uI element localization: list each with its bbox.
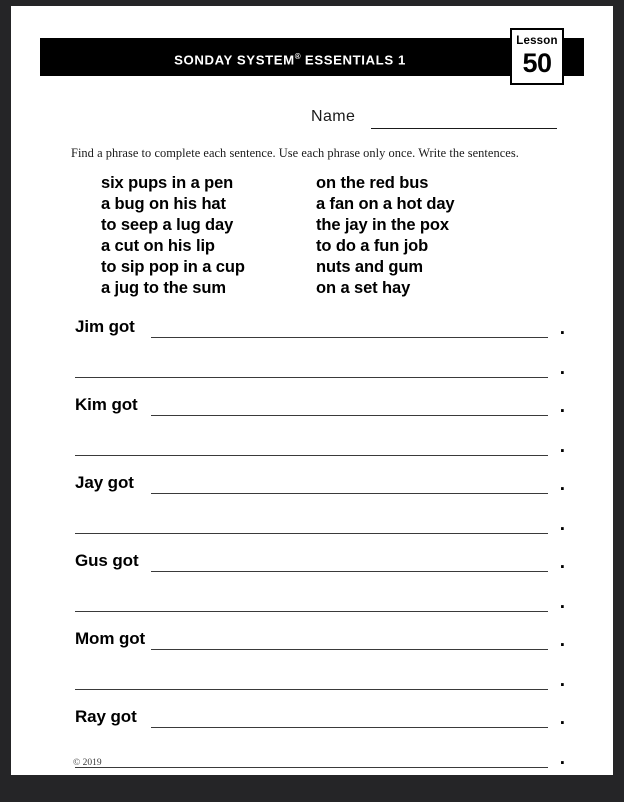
phrase-item: nuts and gum xyxy=(316,258,423,276)
name-input-line[interactable] xyxy=(371,128,557,129)
answer-line-continuation[interactable] xyxy=(75,533,548,534)
sentence-prompt-label: Mom got xyxy=(75,629,146,648)
sentence-prompt-row xyxy=(75,394,565,424)
sentence-period: . xyxy=(559,670,565,691)
answer-line[interactable] xyxy=(151,649,548,650)
title-suffix: ESSENTIALS 1 xyxy=(300,52,406,68)
sentence-period: . xyxy=(559,474,565,495)
sentence-prompt-label: Kim got xyxy=(75,395,138,414)
phrase-item: a bug on his hat xyxy=(101,195,226,213)
phrase-item: a cut on his lip xyxy=(101,237,215,255)
sentence-continuation-row xyxy=(75,356,565,386)
sentence-period: . xyxy=(559,708,565,729)
copyright-notice: © 2019 xyxy=(73,758,102,768)
lesson-badge-label: Lesson xyxy=(516,35,558,47)
registered-trademark-icon: ® xyxy=(294,52,301,61)
answer-line-continuation[interactable] xyxy=(75,689,548,690)
name-label: Name xyxy=(311,108,356,125)
sentence-prompt-row xyxy=(75,550,565,580)
sentence-continuation-row xyxy=(75,590,565,620)
sentence-period: . xyxy=(559,630,565,651)
sentence-prompt-row xyxy=(75,316,565,346)
sentence-period: . xyxy=(559,514,565,535)
page-title xyxy=(40,38,540,76)
answer-line-continuation[interactable] xyxy=(75,455,548,456)
worksheet-page xyxy=(11,6,613,775)
phrase-item: a fan on a hot day xyxy=(316,195,455,213)
phrase-item: to sip pop in a cup xyxy=(101,258,245,276)
sentence-prompt-label: Ray got xyxy=(75,707,137,726)
instructions-text: Find a phrase to complete each sentence. Use each phrase only once. Write the sentences. xyxy=(71,146,519,160)
sentence-continuation-row xyxy=(75,746,565,776)
sentence-block xyxy=(11,624,613,702)
header-bar xyxy=(40,38,584,76)
sentence-prompt-label: Gus got xyxy=(75,551,139,570)
sentence-prompt-label: Jim got xyxy=(75,317,135,336)
answer-line[interactable] xyxy=(151,727,548,728)
phrase-item: on the red bus xyxy=(316,174,429,192)
sentence-prompt-row xyxy=(75,706,565,736)
answer-line-continuation[interactable] xyxy=(75,767,548,768)
sentence-period: . xyxy=(559,396,565,417)
sentence-block xyxy=(11,546,613,624)
answer-line[interactable] xyxy=(151,493,548,494)
sentence-block xyxy=(11,702,613,780)
phrase-item: a jug to the sum xyxy=(101,279,226,297)
name-field xyxy=(311,108,551,134)
sentence-period: . xyxy=(559,748,565,769)
sentence-continuation-row xyxy=(75,512,565,542)
sentence-period: . xyxy=(559,436,565,457)
answer-line-continuation[interactable] xyxy=(75,611,548,612)
sentence-block xyxy=(11,468,613,546)
phrase-bank-left-column xyxy=(101,173,245,299)
answer-line[interactable] xyxy=(151,337,548,338)
sentence-prompt-row xyxy=(75,628,565,658)
sentence-period: . xyxy=(559,318,565,339)
title-brand: SONDAY SYSTEM xyxy=(174,52,295,68)
answer-line[interactable] xyxy=(151,571,548,572)
sentence-period: . xyxy=(559,552,565,573)
phrase-item: to seep a lug day xyxy=(101,216,234,234)
sentence-list xyxy=(11,312,613,780)
phrase-item: to do a fun job xyxy=(316,237,429,255)
answer-line[interactable] xyxy=(151,415,548,416)
phrase-bank-right-column xyxy=(316,173,454,299)
sentence-prompt-row xyxy=(75,472,565,502)
sentence-block xyxy=(11,312,613,390)
phrase-item: six pups in a pen xyxy=(101,174,234,192)
lesson-badge xyxy=(510,28,564,85)
sentence-continuation-row xyxy=(75,434,565,464)
sentence-period: . xyxy=(559,592,565,613)
sentence-prompt-label: Jay got xyxy=(75,473,134,492)
phrase-item: the jay in the pox xyxy=(316,216,449,234)
lesson-badge-number: 50 xyxy=(522,48,552,78)
answer-line-continuation[interactable] xyxy=(75,377,548,378)
sentence-continuation-row xyxy=(75,668,565,698)
sentence-block xyxy=(11,390,613,468)
sentence-period: . xyxy=(559,358,565,379)
phrase-item: on a set hay xyxy=(316,279,411,297)
